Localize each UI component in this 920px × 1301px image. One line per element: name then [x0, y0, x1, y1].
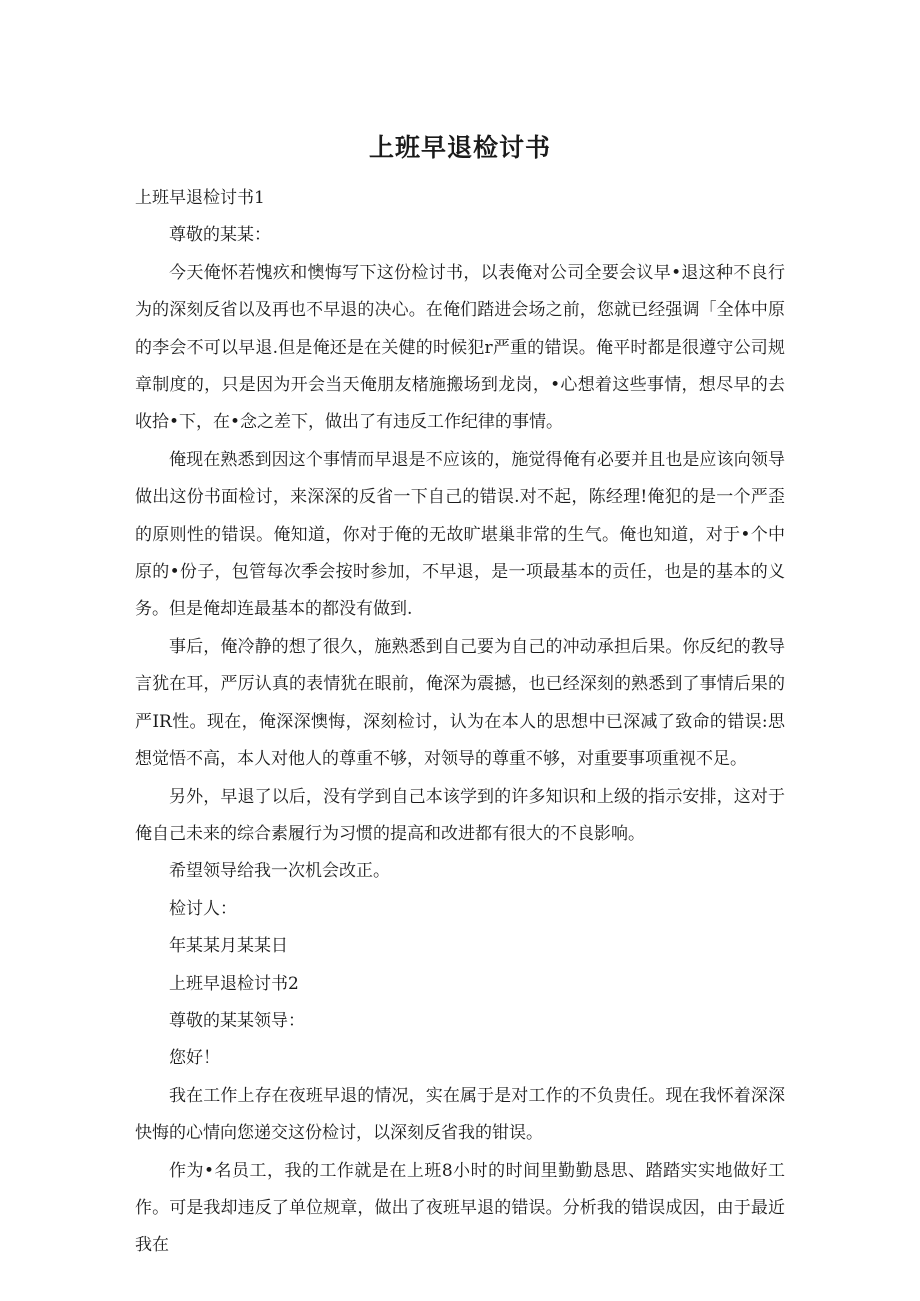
section-heading-1: 上班早退检讨书1 — [135, 188, 265, 208]
paragraph: 我在工作上存在夜班早退的情况，实在属于是对工作的不负贵任。现在我怀着深深快悔的心情向您递交这份检讨，以深刻反省我的钳误。 — [135, 1085, 785, 1144]
closing-request: 希望领导给我一次机会改正。 — [169, 861, 390, 882]
paragraph: 作为•名员工，我的工作就是在上班8小时的时间里勤勤恳思、踏踏实实地做好工作。可是我却违反了单位规章，做出了夜班早退的错误。分析我的错误成因，由于最近我在 — [135, 1160, 785, 1256]
document-title: 上班早退检讨书 — [368, 133, 551, 162]
paragraph: 事后，俺冷静的想了很久，施熟悉到自己要为自己的冲动承担后果。你反纪的教导言犹在耳，严厉认真的表情犹在眼前，俺深为震撼，也已经深刻的熟悉到了事情后果的严IR性。现在，俺深深懊悔，深刻检讨，认为在本人的思想中已深减了致命的错误:思想觉悟不高，本人对他人的尊重不够，对领导的尊重不够，对重要事项重视不足。 — [135, 636, 785, 770]
document-body — [135, 180, 785, 1265]
paragraph: 俺现在熟悉到因这个事情而早退是不应该的，施觉得俺有必要并且也是应该向领导做出这份书面检讨，来深深的反省一下自己的错误.对不起，陈经理!俺犯的是一个严歪的原则性的错误。俺知道，你对于俺的无故旷堪巢非常的生气。俺也知道，对于•个中原的•份子，包管每次季会按时参加，不早退，是一项最基本的贡任，也是的基本的义务。但是俺却连最基本的都没有做到. — [135, 449, 785, 620]
salutation-1: 尊敬的某某： — [169, 225, 271, 246]
signature-label: 检讨人： — [169, 898, 237, 919]
date-line: 年某某月某某日 — [169, 936, 288, 957]
paragraph: 今天俺怀若愧疚和懊悔写下这份检讨书，以表俺对公司全要会议早•退这种不良行为的深刻反省以及再也不早退的决心。在俺们踏进会场之前，您就已经强调「全体中原的李会不可以早退.但是俺还是在关健的时候犯r严重的错误。俺平时都是很遵守公司规章制度的，只是因为开会当天俺朋友楮施搬场到龙岗，•心想着这些事情，想尽早的去收拾•下，在•念之差下，做出了有违反工作纪律的事情。 — [135, 262, 785, 433]
greeting: 您好！ — [169, 1048, 220, 1069]
section-heading-2: 上班早退检讨书2 — [169, 973, 299, 994]
paragraph: 另外，早退了以后，没有学到自己本该学到的许多知识和上级的指示安排，这对于俺自己未来的综合素履行为习惯的提高和改进都有很大的不良影响。 — [135, 786, 785, 844]
salutation-2: 尊敬的某某领导： — [169, 1010, 305, 1031]
